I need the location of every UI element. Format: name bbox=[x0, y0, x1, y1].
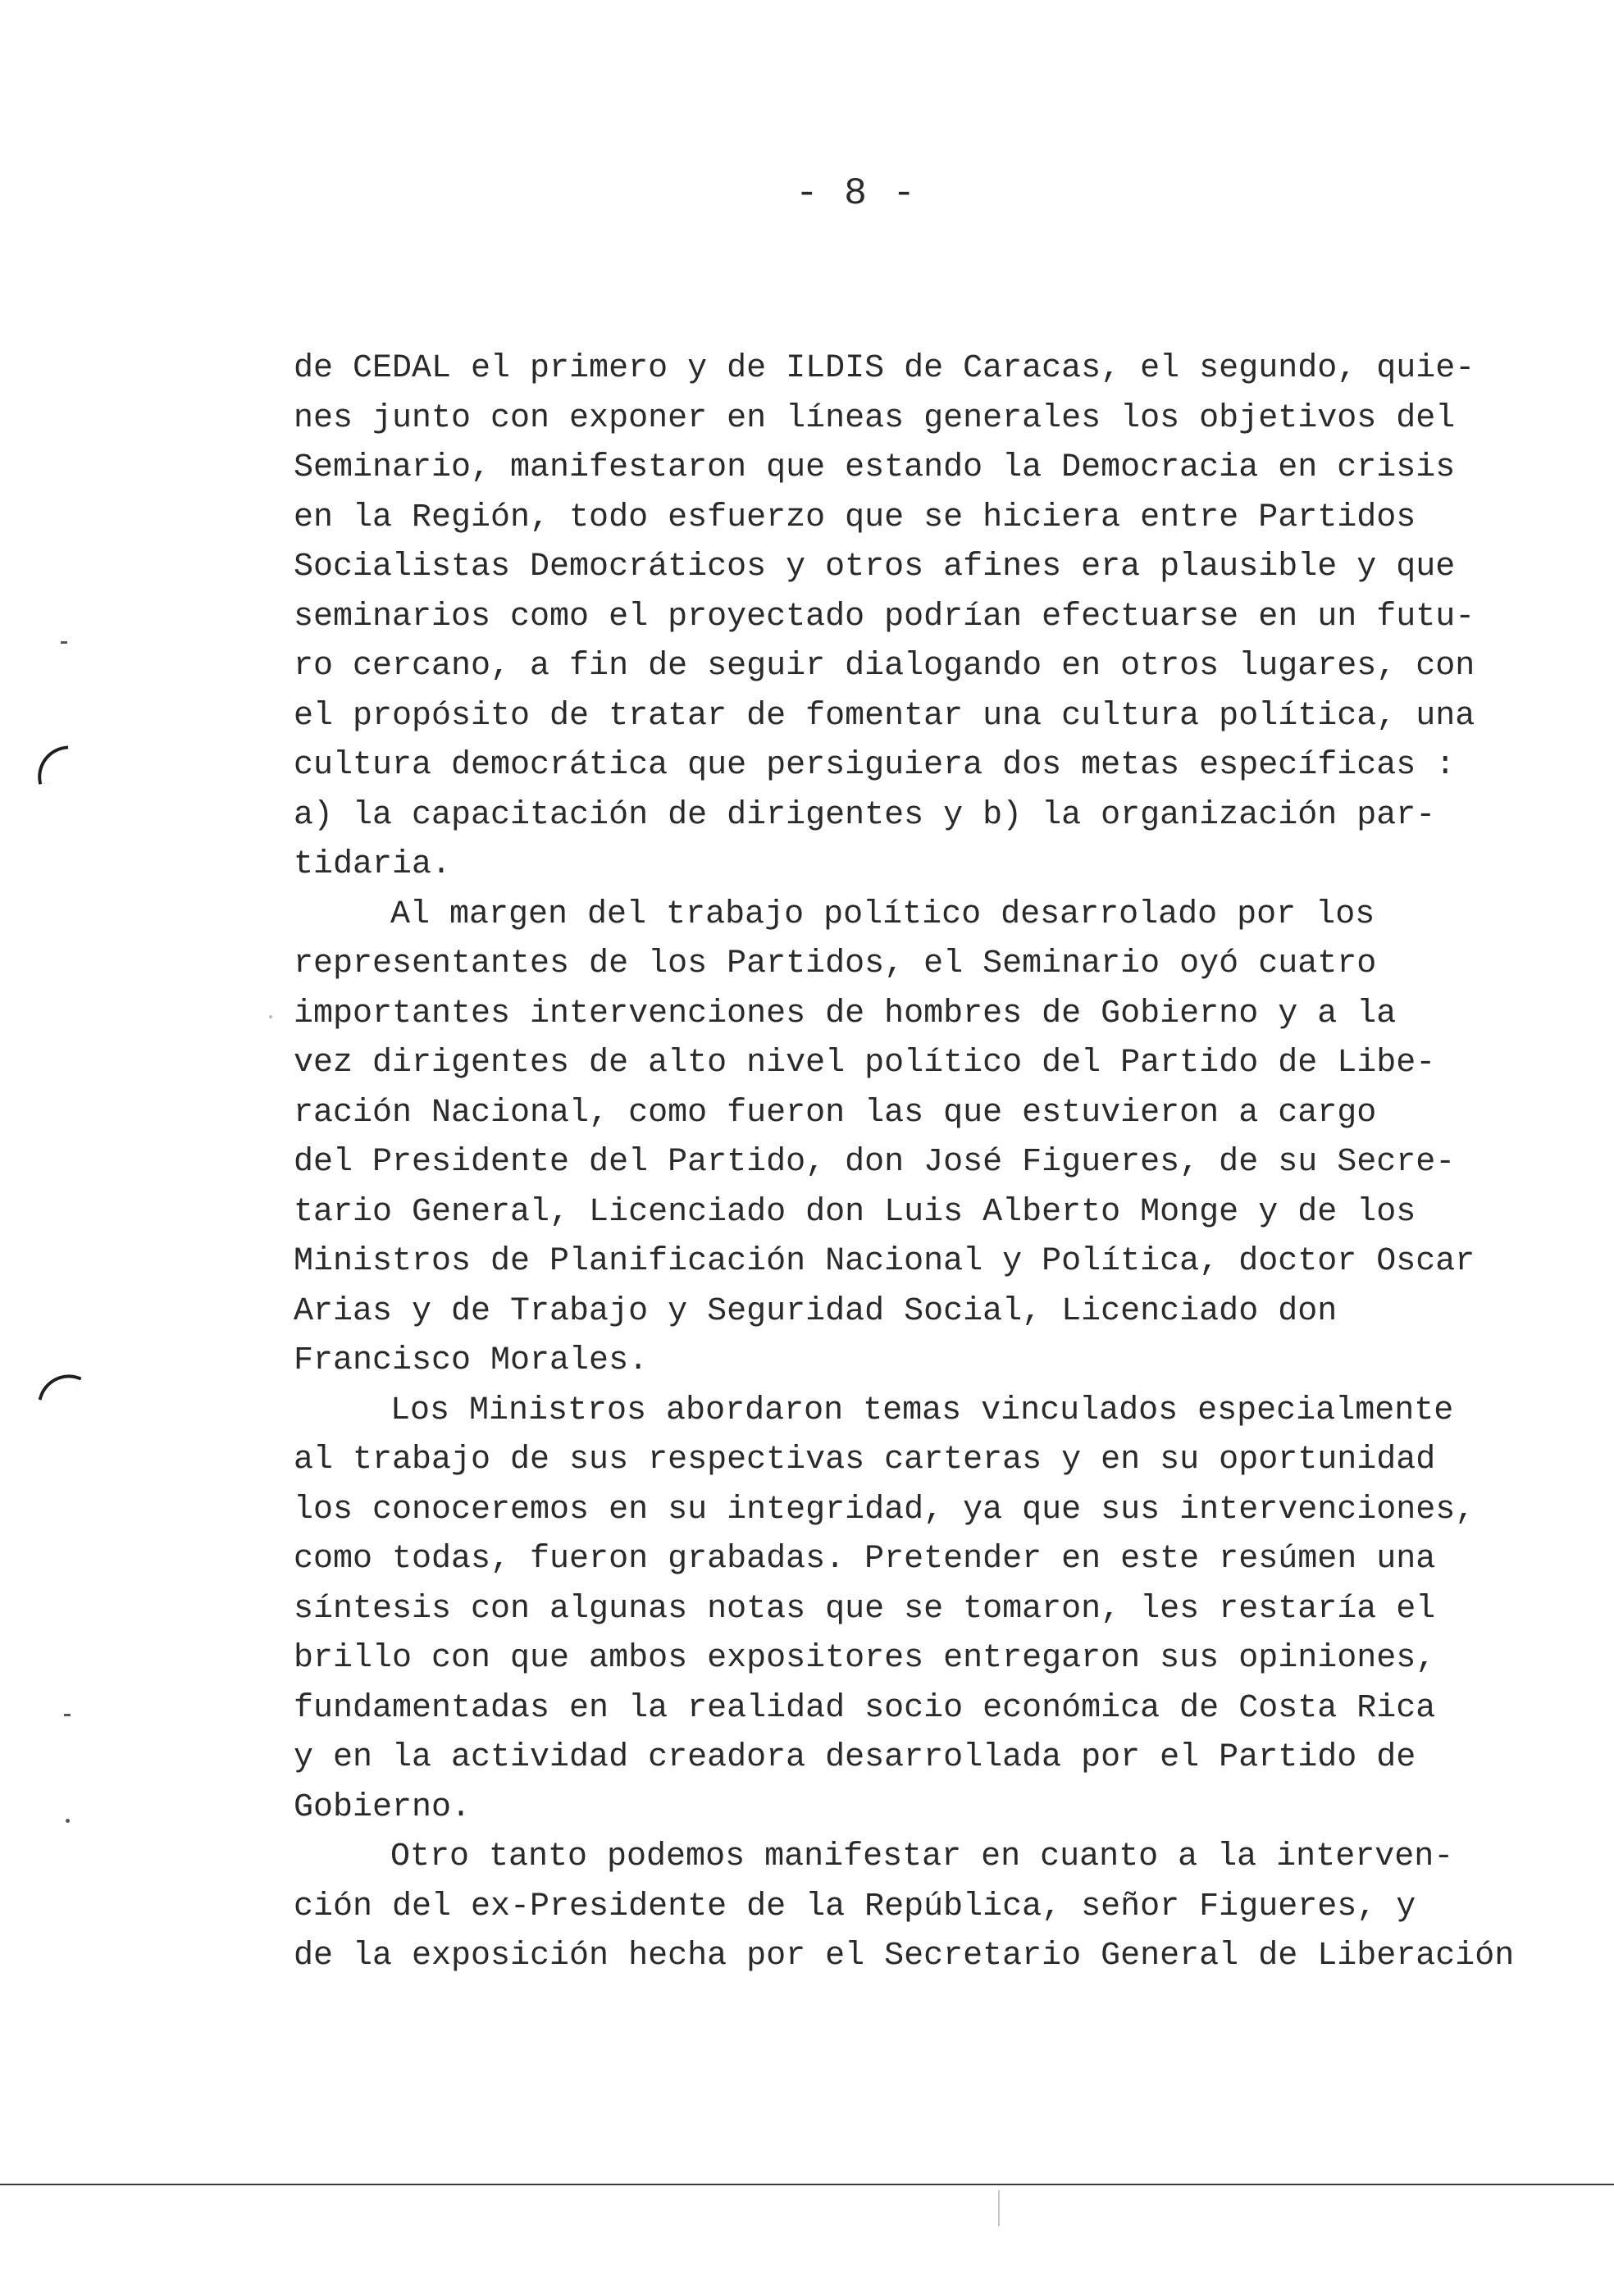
text-line: Socialistas Democráticos y otros afines era plausible y que bbox=[294, 549, 1456, 585]
text-line: vez dirigentes de alto nivel político del Partido de Libe- bbox=[294, 1045, 1436, 1082]
text-line: Gobierno. bbox=[294, 1788, 472, 1826]
text-line: de la exposición hecha por el Secretario General de Liberación bbox=[294, 1938, 1515, 1975]
text-line: del Presidente del Partido, don José Figueres, de su Secre- bbox=[294, 1144, 1456, 1181]
margin-tick bbox=[64, 1714, 71, 1716]
paragraph-start-line: Al margen del trabajo político desarrolado por los bbox=[390, 895, 1375, 933]
text-line: ro cercano, a fin de seguir dialogando en otros lugares, con bbox=[294, 648, 1475, 685]
text-line: representantes de los Partidos, el Seminario oyó cuatro bbox=[294, 945, 1377, 982]
text-line: y en la actividad creadora desarrollada por el Partido de bbox=[294, 1739, 1416, 1776]
margin-tick bbox=[269, 1015, 272, 1018]
text-line: como todas, fueron grabadas. Pretender en este resúmen una bbox=[294, 1541, 1436, 1578]
text-line: de CEDAL el primero y de ILDIS de Caracas, el segundo, quie- bbox=[294, 350, 1475, 387]
text-line: nes junto con exponer en líneas generales los objetivos del bbox=[294, 399, 1456, 437]
text-line: Francisco Morales. bbox=[294, 1342, 649, 1379]
page-number: - 8 - bbox=[795, 172, 918, 215]
text-line: cultura democrática que persiguiera dos metas específicas : bbox=[294, 747, 1456, 784]
text-line: seminarios como el proyectado podrían efectuarse en un futu- bbox=[294, 598, 1475, 636]
paragraph-start-line: Los Ministros abordaron temas vinculados especialmente bbox=[390, 1392, 1454, 1429]
text-line: tidaria. bbox=[294, 846, 452, 883]
text-line: tario General, Licenciado don Luis Alberto Monge y de los bbox=[294, 1193, 1416, 1231]
text-line: al trabajo de sus respectivas carteras y en su oportunidad bbox=[294, 1442, 1436, 1478]
text-line: ción del ex-Presidente de la República, señor Figueres, y bbox=[294, 1888, 1416, 1925]
text-line: brillo con que ambos expositores entregaron sus opiniones, bbox=[294, 1640, 1436, 1677]
text-line: Ministros de Planificación Nacional y Política, doctor Oscar bbox=[294, 1243, 1475, 1280]
text-line: Arias y de Trabajo y Seguridad Social, Licenciado don bbox=[294, 1292, 1338, 1330]
margin-tick bbox=[61, 641, 67, 644]
body-text bbox=[294, 344, 1515, 1982]
text-line: los conoceremos en su integridad, ya que sus intervenciones, bbox=[294, 1491, 1475, 1528]
text-line: síntesis con algunas notas que se tomaron, les restaría el bbox=[294, 1590, 1436, 1628]
text-line: el propósito de tratar de fomentar una cultura política, una bbox=[294, 697, 1475, 735]
text-line: ración Nacional, como fueron las que estuvieron a cargo bbox=[294, 1094, 1377, 1132]
page-bottom-rule bbox=[0, 2184, 1614, 2185]
binder-ring-mark bbox=[34, 745, 72, 784]
paragraph-start-line: Otro tanto podemos manifestar en cuanto a la interven- bbox=[390, 1838, 1454, 1875]
margin-tick bbox=[66, 1819, 70, 1823]
text-line: en la Región, todo esfuerzo que se hiciera entre Partidos bbox=[294, 499, 1416, 536]
binder-ring-mark bbox=[39, 1367, 82, 1410]
text-line: importantes intervenciones de hombres de Gobierno y a la bbox=[294, 995, 1397, 1032]
text-line: a) la capacitación de dirigentes y b) la organización par- bbox=[294, 796, 1436, 834]
text-line: fundamentadas en la realidad socio económica de Costa Rica bbox=[294, 1689, 1436, 1727]
page-bottom-tick bbox=[998, 2190, 1000, 2226]
text-line: Seminario, manifestaron que estando la Democracia en crisis bbox=[294, 449, 1456, 486]
